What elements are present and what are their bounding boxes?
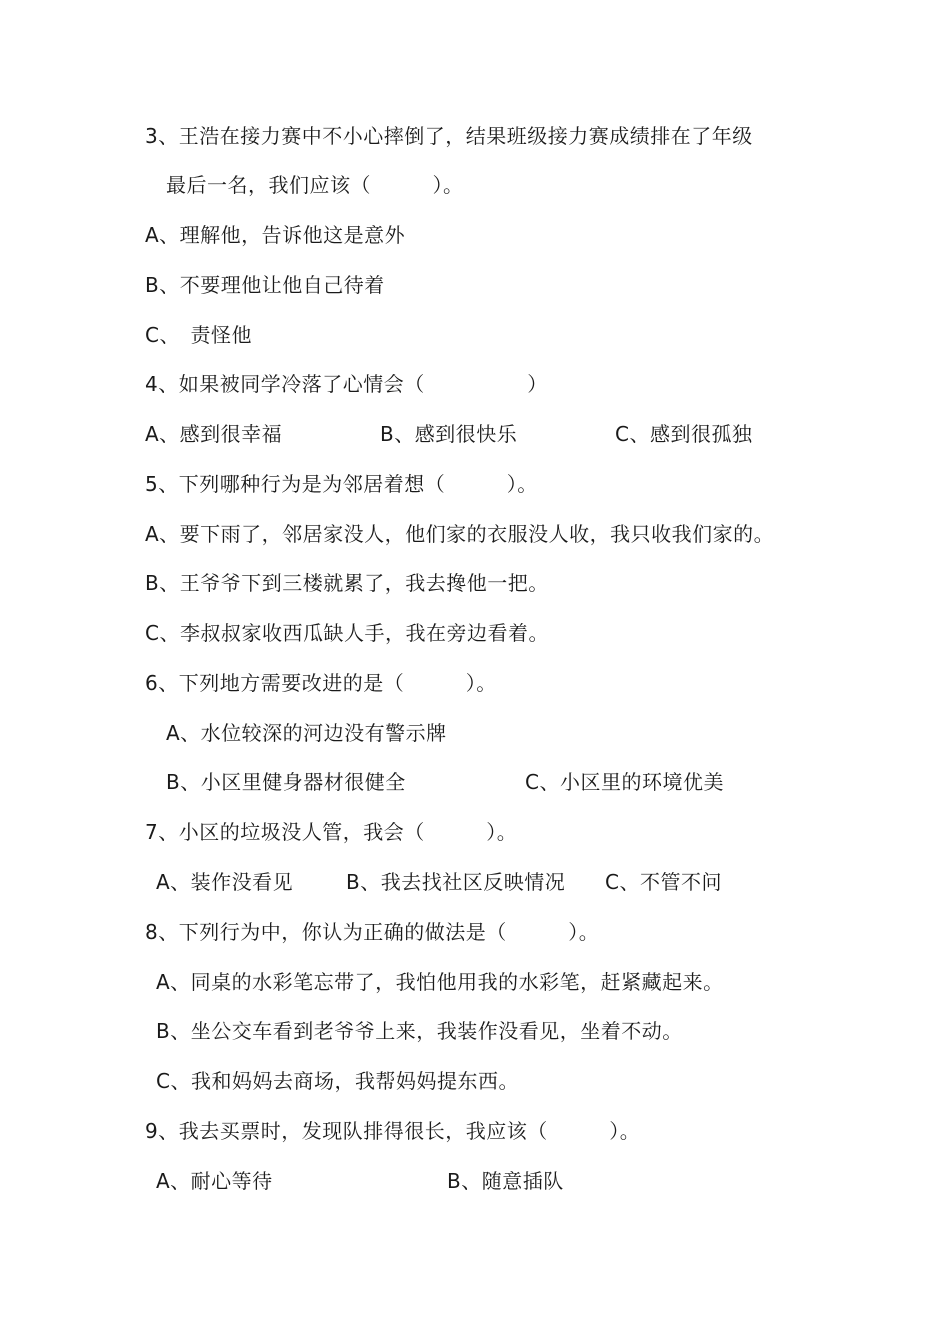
question-8-option-c: C、我和妈妈去商场，我帮妈妈提东西。 <box>156 1069 519 1093</box>
question-4-stem: 4、如果被同学冷落了心情会（ ） <box>145 372 548 396</box>
question-7-option-a: A、装作没看见 <box>156 870 294 894</box>
question-3-option-b: B、不要理他让他自己待着 <box>145 273 385 297</box>
question-3-stem-line1: 3、王浩在接力赛中不小心摔倒了，结果班级接力赛成绩排在了年级 <box>145 124 753 148</box>
question-5-stem: 5、下列哪种行为是为邻居着想（ ）。 <box>145 472 538 496</box>
question-5-option-c: C、李叔叔家收西瓜缺人手，我在旁边看着。 <box>145 621 549 645</box>
question-6-option-b: B、小区里健身器材很健全 <box>166 770 406 794</box>
question-9-option-b: B、随意插队 <box>447 1169 564 1193</box>
question-3-option-c: C、 责怪他 <box>145 323 252 347</box>
question-7-option-c: C、不管不问 <box>605 870 722 894</box>
question-6-option-a: A、水位较深的河边没有警示牌 <box>166 721 447 745</box>
question-4-option-c: C、感到很孤独 <box>615 422 753 446</box>
question-5-option-b: B、王爷爷下到三楼就累了，我去搀他一把。 <box>145 571 549 595</box>
question-9-option-a: A、耐心等待 <box>156 1169 273 1193</box>
question-7-option-b: B、我去找社区反映情况 <box>346 870 566 894</box>
question-6-option-c: C、小区里的环境优美 <box>525 770 724 794</box>
question-6-stem: 6、下列地方需要改进的是（ ）。 <box>145 671 497 695</box>
question-9-stem: 9、我去买票时，发现队排得很长，我应该（ ）。 <box>145 1119 641 1143</box>
question-8-option-b: B、坐公交车看到老爷爷上来，我装作没看见，坐着不动。 <box>156 1019 683 1043</box>
question-8-option-a: A、同桌的水彩笔忘带了，我怕他用我的水彩笔，赶紧藏起来。 <box>156 970 724 994</box>
question-7-stem: 7、小区的垃圾没人管，我会（ ）。 <box>145 820 518 844</box>
question-5-option-a: A、要下雨了，邻居家没人，他们家的衣服没人收，我只收我们家的。 <box>145 522 775 546</box>
question-4-option-a: A、感到很幸福 <box>145 422 283 446</box>
question-3-stem-line2: 最后一名，我们应该（ ）。 <box>166 173 464 197</box>
question-8-stem: 8、下列行为中，你认为正确的做法是（ ）。 <box>145 920 600 944</box>
question-4-option-b: B、感到很快乐 <box>380 422 518 446</box>
question-3-option-a: A、理解他，告诉他这是意外 <box>145 223 406 247</box>
